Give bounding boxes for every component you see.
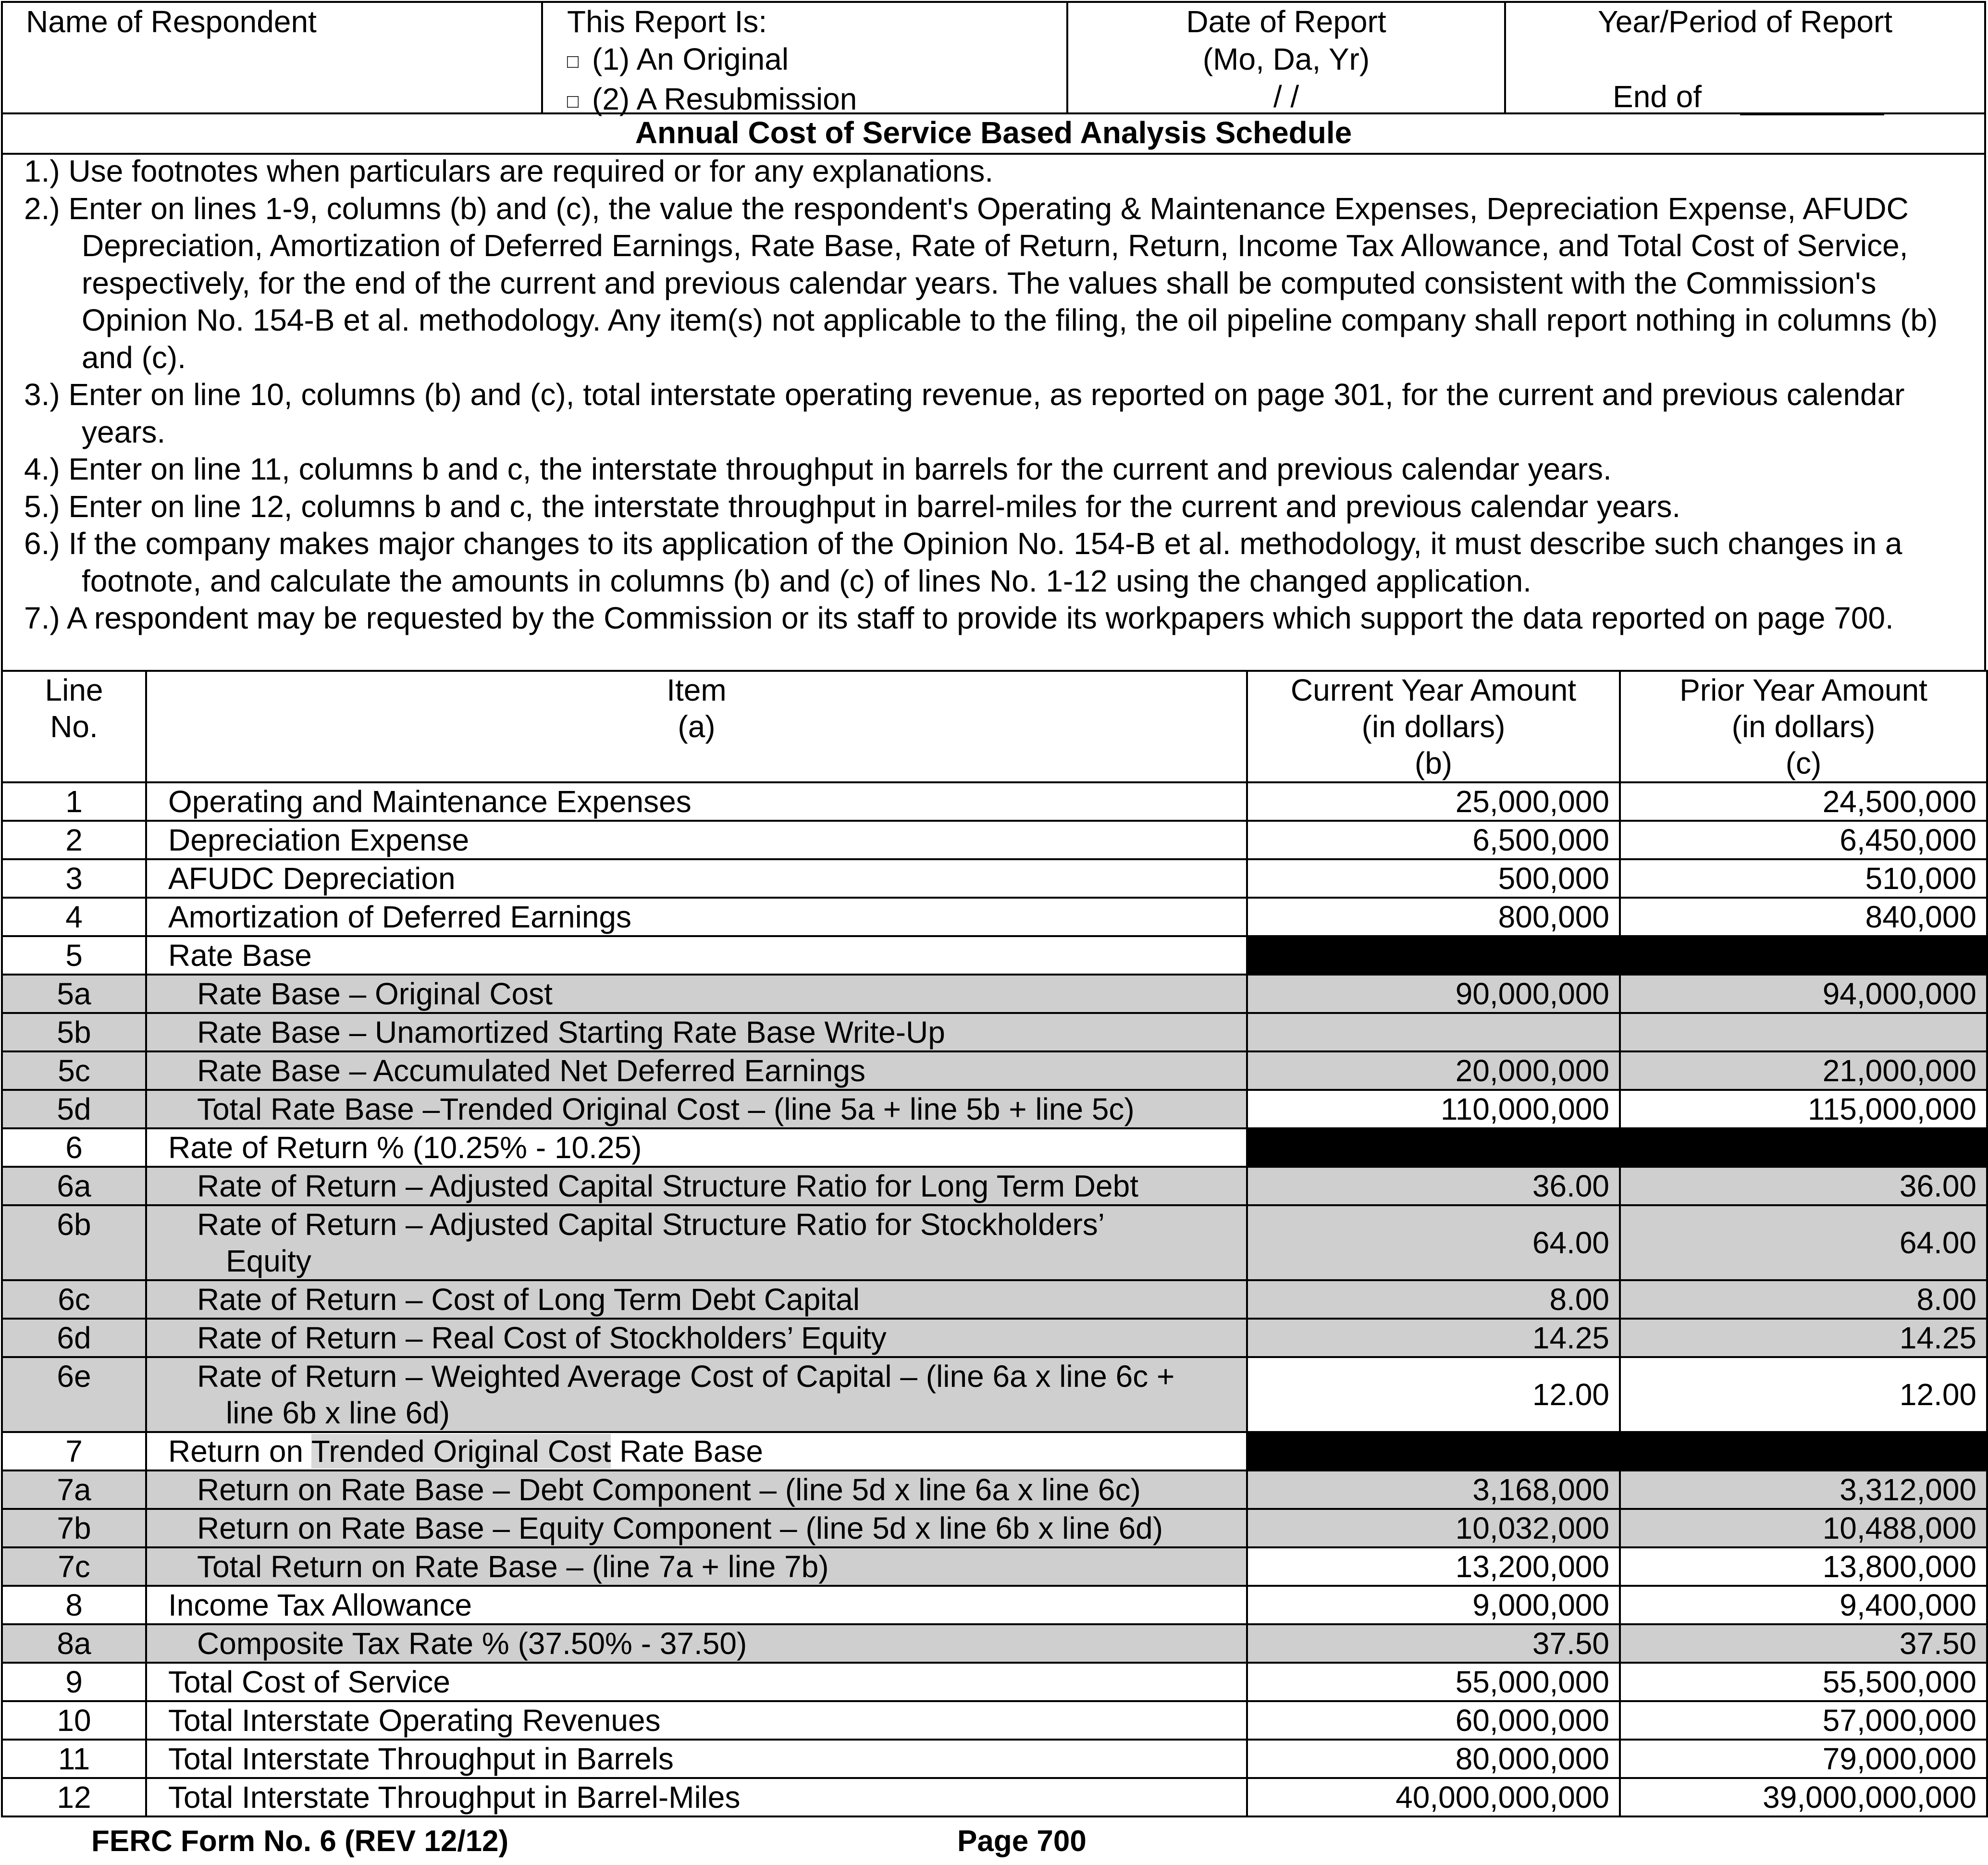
respondent-label: Name of Respondent [26,4,317,39]
current-amount[interactable]: 20,000,000 [1247,1051,1620,1090]
current-amount[interactable]: 3,168,000 [1247,1470,1620,1509]
table-row [2,1051,1987,1090]
item-label [146,1357,1247,1432]
current-amount[interactable]: 14.25 [1247,1319,1620,1357]
blacked-out-cell [1620,1128,1987,1167]
prior-amount[interactable]: 3,312,000 [1620,1470,1987,1509]
prior-amount[interactable]: 94,000,000 [1620,975,1987,1013]
line-no: 12 [2,1778,146,1816]
current-amount[interactable]: 8.00 [1247,1280,1620,1319]
form-number: FERC Form No. 6 (REV 12/12) [91,1825,509,1858]
line-no: 5c [2,1051,146,1090]
current-amount[interactable]: 800,000 [1247,898,1620,936]
item-label-line1: Rate of Return – Adjusted Capital Structure Ratio for Stockholders’ [197,1207,1105,1242]
instruction-item: 3.) Enter on line 10, columns (b) and (c), total interstate operating revenue, as reported on page 301, for the current and previous calendar years. [24,377,1905,449]
line-no: 8a [2,1624,146,1663]
current-amount[interactable]: 55,000,000 [1247,1663,1620,1701]
line-no: 2 [2,821,146,859]
line-no: 6 [2,1128,146,1167]
item-label: Rate of Return – Cost of Long Term Debt Capital [146,1280,1247,1319]
col-line-header: Line No. [2,671,146,782]
instruction-item: 1.) Use footnotes when particulars are required or for any explanations. [24,154,994,188]
line-no: 7c [2,1547,146,1586]
prior-amount[interactable] [1620,1013,1987,1051]
prior-amount[interactable]: 9,400,000 [1620,1586,1987,1624]
item-label [146,1432,1247,1470]
prior-amount[interactable]: 12.00 [1620,1357,1987,1432]
line-no: 5d [2,1090,146,1128]
line-no: 6e [2,1357,146,1432]
table-row [2,1740,1987,1778]
schedule-table [1,670,1988,1817]
current-amount[interactable]: 36.00 [1247,1167,1620,1205]
original-label: (1) An Original [592,42,789,76]
current-amount[interactable]: 10,032,000 [1247,1509,1620,1547]
current-amount[interactable]: 9,000,000 [1247,1586,1620,1624]
current-amount[interactable] [1247,1013,1620,1051]
table-row [2,1624,1987,1663]
line-no: 6d [2,1319,146,1357]
prior-amount[interactable]: 57,000,000 [1620,1701,1987,1740]
line-no: 4 [2,898,146,936]
col-prior-header: Prior Year Amount (in dollars) (c) [1620,671,1987,782]
line-no: 7 [2,1432,146,1470]
table-row [2,1319,1987,1357]
table-row [2,1470,1987,1509]
blacked-out-cell [1247,1128,1620,1167]
item-label: Composite Tax Rate % (37.50% - 37.50) [146,1624,1247,1663]
instruction-item: 2.) Enter on lines 1-9, columns (b) and (c), the value the respondent's Operating & Maintenance Expenses, Depreciation Expense, AFUDC Depreciation, Amortization of Deferred Earnings, Rate Base, Rate of Return, Return, Income Tax Allowance, and Total Cost of Service, respectively, for the end of the current and previous calendar years. The values shall be computed consistent with the Commission's Opinion No. 154-B et al. methodology. Any item(s) not applicable to the filing, the oil pipeline company shall report nothing in columns (b) and (c). [24,191,1938,375]
table-row [2,1090,1987,1128]
item-label: Rate Base – Accumulated Net Deferred Earnings [146,1051,1247,1090]
current-amount[interactable]: 25,000,000 [1247,782,1620,821]
original-checkbox[interactable]: □ [567,51,579,73]
item-label-line2: line 6b x line 6d) [226,1396,450,1430]
current-amount[interactable]: 90,000,000 [1247,975,1620,1013]
table-row [2,975,1987,1013]
col-current-header: Current Year Amount (in dollars) (b) [1247,671,1620,782]
prior-amount[interactable]: 36.00 [1620,1167,1987,1205]
line-no: 10 [2,1701,146,1740]
table-row [2,782,1987,821]
form-header [1,1,1986,117]
item-label: Amortization of Deferred Earnings [146,898,1247,936]
prior-amount[interactable]: 115,000,000 [1620,1090,1987,1128]
end-of-label: End of [1613,79,1702,114]
line-no: 3 [2,859,146,898]
current-amount[interactable]: 40,000,000,000 [1247,1778,1620,1816]
respondent-cell [3,3,543,112]
end-of-row [1506,78,1984,115]
item-label: Rate of Return – Real Cost of Stockholders’ Equity [146,1319,1247,1357]
period-label: Year/Period of Report [1597,4,1893,39]
blacked-out-cell [1620,936,1987,975]
instruction-item: 4.) Enter on line 11, columns b and c, the interstate throughput in barrels for the current and previous calendar years. [24,452,1612,486]
resubmission-label: (2) A Resubmission [592,82,857,117]
current-amount[interactable]: 500,000 [1247,859,1620,898]
period-cell [1506,3,1984,112]
line-no: 5b [2,1013,146,1051]
current-amount[interactable]: 80,000,000 [1247,1740,1620,1778]
item-label: Depreciation Expense [146,821,1247,859]
blacked-out-cell [1247,936,1620,975]
item-label-part: Rate Base [611,1434,763,1469]
resubmission-checkbox[interactable]: □ [567,91,579,112]
line-no: 11 [2,1740,146,1778]
prior-amount[interactable]: 10,488,000 [1620,1509,1987,1547]
item-label-part: Return on [168,1434,311,1469]
item-label: AFUDC Depreciation [146,859,1247,898]
prior-amount[interactable]: 37.50 [1620,1624,1987,1663]
schedule-title: Annual Cost of Service Based Analysis Schedule [1,112,1986,155]
current-amount[interactable]: 37.50 [1247,1624,1620,1663]
date-value[interactable]: / / [1273,79,1299,114]
line-no: 6b [2,1205,146,1280]
current-amount[interactable]: 13,200,000 [1247,1547,1620,1586]
item-label-line2: Equity [226,1244,311,1278]
item-label: Total Interstate Throughput in Barrels [146,1740,1247,1778]
table-row [2,936,1987,975]
table-row [2,1205,1987,1280]
table-row [2,1547,1987,1586]
table-row [2,1013,1987,1051]
line-no: 1 [2,782,146,821]
prior-amount[interactable]: 79,000,000 [1620,1740,1987,1778]
col-item-header: Item (a) [146,671,1247,782]
prior-amount[interactable]: 13,800,000 [1620,1547,1987,1586]
item-label: Total Rate Base –Trended Original Cost – (line 5a + line 5b + line 5c) [146,1090,1247,1128]
item-label: Rate of Return % (10.25% - 10.25) [146,1128,1247,1167]
date-cell [1068,3,1506,112]
table-row [2,821,1987,859]
prior-amount[interactable]: 21,000,000 [1620,1051,1987,1090]
item-label: Return on Rate Base – Equity Component – (line 5d x line 6b x line 6d) [146,1509,1247,1547]
current-amount[interactable]: 12.00 [1247,1357,1620,1432]
prior-amount[interactable]: 39,000,000,000 [1620,1778,1987,1816]
item-label: Total Cost of Service [146,1663,1247,1701]
table-row [2,1357,1987,1432]
instruction-item: 6.) If the company makes major changes to its application of the Opinion No. 154-B et al. methodology, it must describe such changes in a footnote, and calculate the amounts in columns (b) and (c) of lines No. 1-12 using the changed application. [24,526,1902,598]
line-no: 6c [2,1280,146,1319]
table-row [2,1167,1987,1205]
prior-amount[interactable]: 6,450,000 [1620,821,1987,859]
line-no: 6a [2,1167,146,1205]
table-row [2,1701,1987,1740]
item-label: Rate Base – Unamortized Starting Rate Base Write-Up [146,1013,1247,1051]
line-no: 7b [2,1509,146,1547]
item-label: Rate Base [146,936,1247,975]
item-label: Rate Base – Original Cost [146,975,1247,1013]
line-no: 5a [2,975,146,1013]
prior-amount[interactable]: 24,500,000 [1620,782,1987,821]
blacked-out-cell [1620,1432,1987,1470]
prior-amount[interactable]: 510,000 [1620,859,1987,898]
table-row [2,898,1987,936]
prior-amount[interactable]: 64.00 [1620,1205,1987,1280]
current-amount[interactable]: 6,500,000 [1247,821,1620,859]
table-row [2,859,1987,898]
current-amount[interactable]: 110,000,000 [1247,1090,1620,1128]
item-label: Total Interstate Throughput in Barrel-Miles [146,1778,1247,1816]
instruction-item: 7.) A respondent may be requested by the Commission or its staff to provide its workpapers which support the data reported on page 700. [24,601,1894,635]
original-option[interactable] [567,40,1066,80]
table-row [2,1280,1987,1319]
table-row [2,1128,1987,1167]
line-no: 7a [2,1470,146,1509]
table-row [2,1586,1987,1624]
table-row [2,1432,1987,1470]
prior-amount[interactable]: 14.25 [1620,1319,1987,1357]
report-type-cell [543,3,1068,117]
table-row [2,1509,1987,1547]
table-row [2,1778,1987,1816]
prior-amount[interactable]: 8.00 [1620,1280,1987,1319]
item-label-line1: Rate of Return – Weighted Average Cost of Capital – (line 6a x line 6c + [197,1359,1175,1394]
current-amount[interactable]: 64.00 [1247,1205,1620,1280]
page-number: Page 700 [957,1825,1087,1858]
item-label: Income Tax Allowance [146,1586,1247,1624]
item-label: Total Interstate Operating Revenues [146,1701,1247,1740]
item-label: Return on Rate Base – Debt Component – (line 5d x line 6a x line 6c) [146,1470,1247,1509]
item-label: Total Return on Rate Base – (line 7a + line 7b) [146,1547,1247,1586]
instruction-item: 5.) Enter on line 12, columns b and c, the interstate throughput in barrel-miles for the current and previous calendar years. [24,489,1681,524]
item-label: Operating and Maintenance Expenses [146,782,1247,821]
line-no: 9 [2,1663,146,1701]
table-row [2,1663,1987,1701]
table-header-row [2,671,1987,782]
date-label: Date of Report [1186,4,1386,39]
instructions [1,153,1986,672]
report-is-label: This Report Is: [567,4,767,39]
line-no: 5 [2,936,146,975]
period-blank[interactable] [1740,83,1884,115]
prior-amount[interactable]: 55,500,000 [1620,1663,1987,1701]
date-format: (Mo, Da, Yr) [1202,42,1370,76]
item-label-highlight: Trended Original Cost [311,1434,611,1469]
item-label: Rate of Return – Adjusted Capital Structure Ratio for Long Term Debt [146,1167,1247,1205]
prior-amount[interactable]: 840,000 [1620,898,1987,936]
blacked-out-cell [1247,1432,1620,1470]
current-amount[interactable]: 60,000,000 [1247,1701,1620,1740]
line-no: 8 [2,1586,146,1624]
item-label [146,1205,1247,1280]
